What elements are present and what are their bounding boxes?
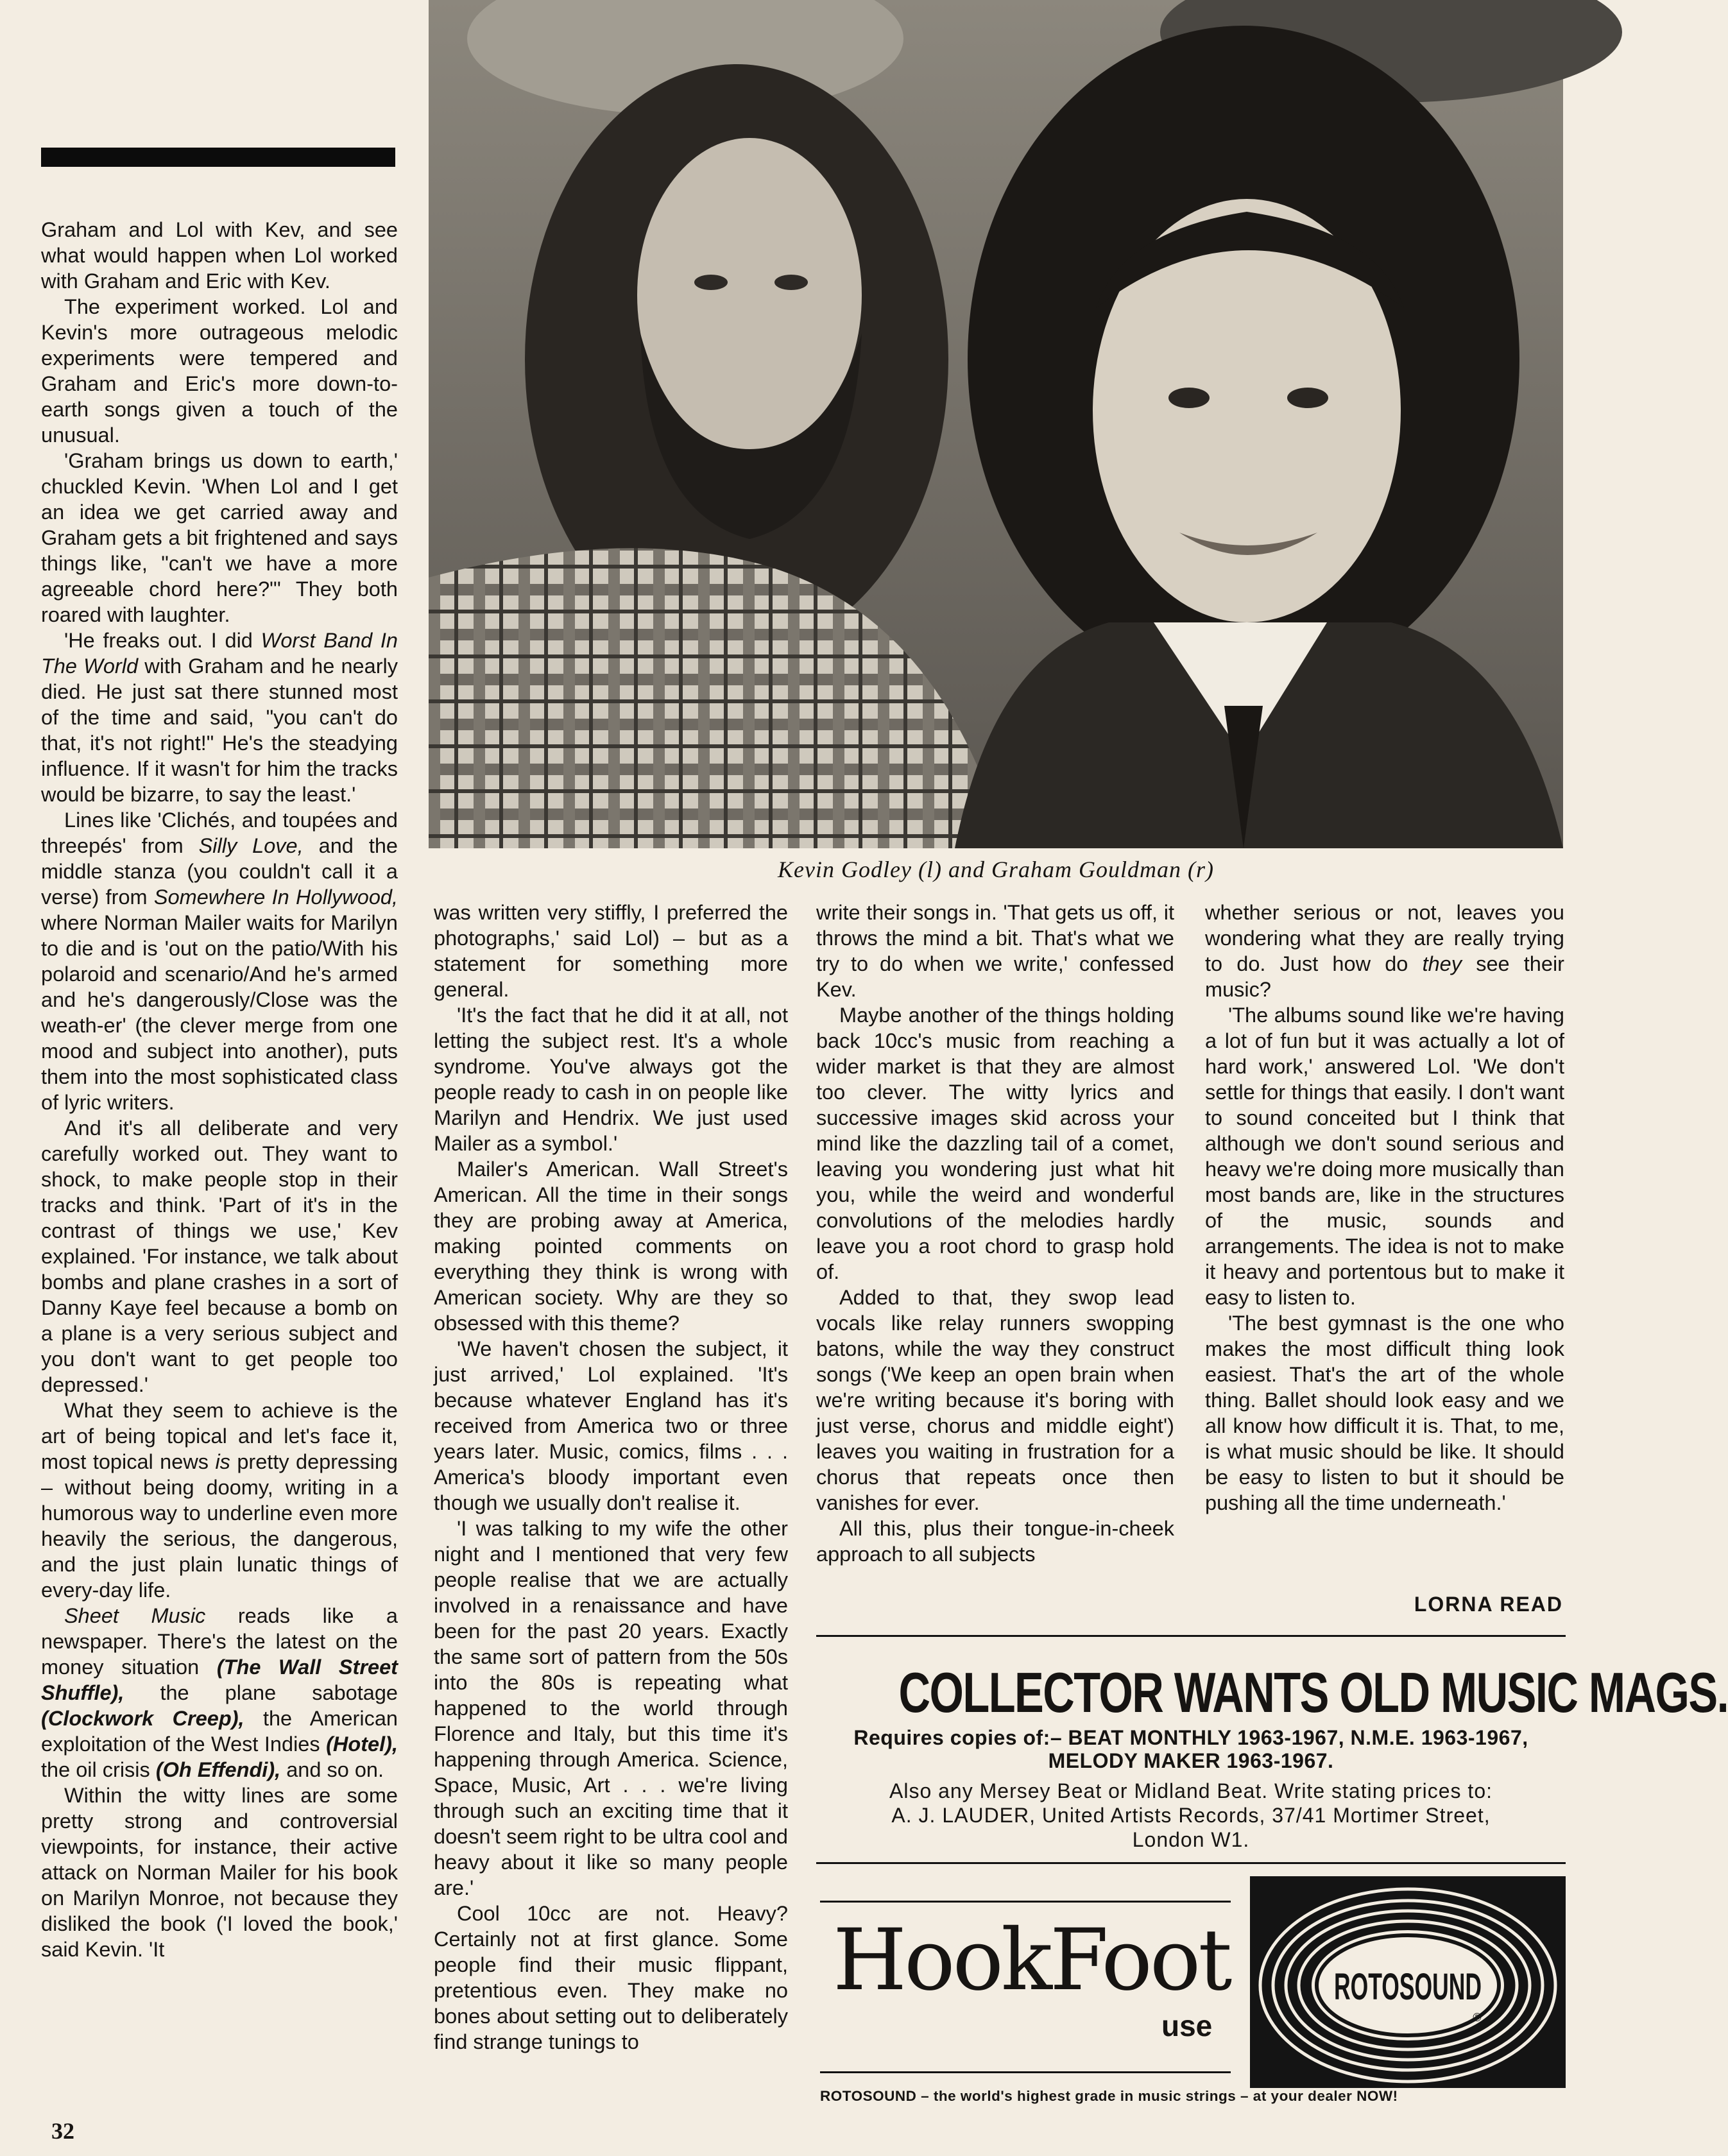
article-paragraph: 'He freaks out. I did Worst Band In The World with Graham and he nearly died. He just sat there stunned most of the time and said, "you can't do that, it's not right!" He's the steadying influence. If it wasn't for him the tracks would be bizarre, to say the least.' <box>41 629 398 806</box>
article-paragraph: Added to that, they swop lead vocals like relay runners swopping batons, while the way they construct songs ('We keep an open brain when we're writing because it's boring with just verse, chorus and middle eight') leaves you waiting in frustration for a chorus that repeats once then vanishes for ever. <box>816 1286 1174 1514</box>
article-paragraph: 'The best gymnast is the one who makes the most difficult thing look easiest. That's the art of the whole thing. Ballet should look easy and we all know how difficult it is. That, to me, is what music should be like. It should be easy to listen to but it should be pushing all the time underneath.' <box>1205 1312 1564 1514</box>
article-paragraph: 'Graham brings us down to earth,' chuckled Kevin. 'When Lol and I get an idea we get carried away and Graham gets a bit frightened and says things like, "can't we have a more agreeable chord here?"' They both roared with laughter. <box>41 449 398 626</box>
contact-line-2: A. J. LAUDER, United Artists Records, 37/41 Mortimer Street, <box>891 1804 1491 1827</box>
article-paragraph: whether serious or not, leaves you wondering what they are really trying to do. Just how do they see their music? <box>1205 901 1565 1001</box>
tagline-brand: ROTOSOUND <box>820 2088 917 2104</box>
rotosound-logo-graphic <box>1250 1876 1566 2088</box>
ad-divider-rule <box>816 1862 1566 1864</box>
article-paragraph: All this, plus their tongue-in-cheek approach to all subjects <box>816 1517 1174 1566</box>
article-paragraph: What they seem to achieve is the art of being topical and let's face it, most topical news is pretty depressing – without being doomy, writing in a humorous way to underline even more heavily the serious, the dangerous, and the just plain lunatic things of every-day life. <box>41 1399 398 1602</box>
requires-line-2: MELODY MAKER 1963-1967. <box>1048 1749 1334 1772</box>
ad-divider-rule <box>816 1635 1566 1637</box>
article-paragraph: Sheet Music reads like a newspaper. There's the latest on the money situation (The Wall Street Shuffle), the plane sabotage (Clockwork Creep), the American exploitation of the West Indies (Hotel), the oil crisis (Oh Effendi), and so on. <box>41 1604 398 1781</box>
author-byline: LORNA READ <box>1414 1593 1563 1616</box>
contact-line-1: Also any Mersey Beat or Midland Beat. Write stating prices to: <box>889 1779 1493 1802</box>
hookfoot-top-rule <box>820 1901 1231 1903</box>
rotosound-logo <box>1250 1876 1566 2088</box>
collector-ad-headline: COLLECTOR WANTS OLD MUSIC MAGS. <box>898 1661 1728 1724</box>
article-paragraph: 'It's the fact that he did it at all, not letting the subject rest. It's a whole syndrome. You've always got the people ready to cash in on people like Marilyn and Hendrix. We just used Mailer as a symbol.' <box>434 1004 788 1155</box>
article-column-3 <box>816 900 1174 1621</box>
article-paragraph: 'We haven't chosen the subject, it just arrived,' Lol explained. 'It's because whatever England has it's received from America two or three years later. Music, comics, films . . . America's bloody important even though we usually don't realise it. <box>434 1337 788 1514</box>
article-paragraph: 'I was talking to my wife the other night and I mentioned that very few people realise that we are actually involved in a renaissance and have been for the past 20 years. Exactly the same sort of pattern from the 50s into the 80s is repeating what happened to the world through Florence and Italy, but this time it's happening through America. Science, Space, Music, Art . . . we're living through such an exciting time that it doesn't seem right to be ultra cool and heavy about it like so many people are.' <box>434 1517 788 1899</box>
requires-line-1: Requires copies of:– BEAT MONTHLY 1963-1967, N.M.E. 1963-1967, <box>853 1726 1528 1749</box>
band-photo <box>429 0 1563 848</box>
article-paragraph: Maybe another of the things holding back 10cc's music from reaching a wider market is that they are almost too clever. The witty lyrics and successive images skid across your mind like the dazzling tail of a comet, leaving you wondering just what hit you, while the weird and wonderful convolutions of the melodies hardly leave you a root chord to grasp hold of. <box>816 1004 1174 1283</box>
article-paragraph: 'The albums sound like we're having a lot of fun but it was actually a lot of hard work,' answered Lol. 'We don't settle for things that easily. I don't want to sound conceited but I think that although we don't sound serious and heavy we're doing more musically than most bands are, like in the structures of the music, sounds and arrangements. The idea is not to make it heavy and portentous but to make it easy to listen to. <box>1205 1004 1564 1309</box>
collector-ad-contact <box>816 1779 1566 1852</box>
registered-mark: ® <box>1473 2011 1482 2024</box>
decorative-rule-bar <box>41 148 395 167</box>
article-paragraph: Graham and Lol with Kev, and see what would happen when Lol worked with Graham and Eric with Kev. <box>41 218 398 293</box>
article-paragraph: Mailer's American. Wall Street's American. All the time in their songs they are probing away at America, making pointed comments on everything they think is wrong with American society. Why are they so obsessed with this theme? <box>434 1158 788 1335</box>
article-paragraph: Lines like 'Clichés, and toupées and threepés' from Silly Love, and the middle stanza (you couldn't call it a verse) from Somewhere In Hollywood, where Norman Mailer waits for Marilyn to die and is 'out on the patio/With his polaroid and scenario/And he's armed and he's dangerously/Close was the weath-er' (the clever merge from one mood and subject into another), puts them into the most sophisticated class of lyric writers. <box>41 809 398 1114</box>
use-label: use <box>1161 2009 1213 2042</box>
hookfoot-bottom-rule <box>820 2071 1231 2073</box>
hookfoot-band-name: HookFoot <box>833 1911 1230 2010</box>
photo-illustration <box>429 0 1563 848</box>
contact-line-3: London W1. <box>1132 1828 1250 1851</box>
article-paragraph: Cool 10cc are not. Heavy? Certainly not at first glance. Some people find their music flippant, pretentious even. They make no bones about setting out to deliberately find strange tunings to <box>434 1902 788 2053</box>
article-paragraph: Within the witty lines are some pretty strong and controversial viewpoints, for instance, their active attack on Norman Mailer for his book on Marilyn Monroe, not because they disliked the book ('I loved the book,' said Kevin. 'It <box>41 1784 398 1961</box>
article-column-4 <box>1205 900 1564 1593</box>
collector-ad-requirements <box>816 1726 1566 1772</box>
tagline-text: – the world's highest grade in music strings – at your dealer NOW! <box>916 2088 1398 2104</box>
article-paragraph: was written very stiffly, I preferred the photographs,' said Lol) – but as a statement for something more general. <box>434 901 788 1001</box>
rotosound-tagline <box>820 2088 1566 2105</box>
rotosound-logo-text: ROTOSOUND <box>1334 1966 1482 2008</box>
photo-caption: Kevin Godley (l) and Graham Gouldman (r) <box>778 857 1214 882</box>
article-column-1 <box>41 217 398 2103</box>
page-number: 32 <box>51 2118 74 2144</box>
article-paragraph: And it's all deliberate and very carefully worked out. They want to shock, to make people stop in their tracks and think. 'Part of it's in the contrast of things we use,' Kev explained. 'For instance, we talk about bombs and plane crashes in a sort of Danny Kaye feel because a bomb on a plane is a very serious subject and you don't want to get people too depressed.' <box>41 1116 398 1396</box>
article-paragraph: The experiment worked. Lol and Kevin's more outrageous melodic experiments were tempered and Graham and Eric's more down-to-earth songs given a touch of the unusual. <box>41 295 398 447</box>
article-paragraph: write their songs in. 'That gets us off, it throws the mind a bit. That's what we try to do when we write,' confessed Kev. <box>816 901 1174 1001</box>
article-column-2 <box>434 900 788 2106</box>
